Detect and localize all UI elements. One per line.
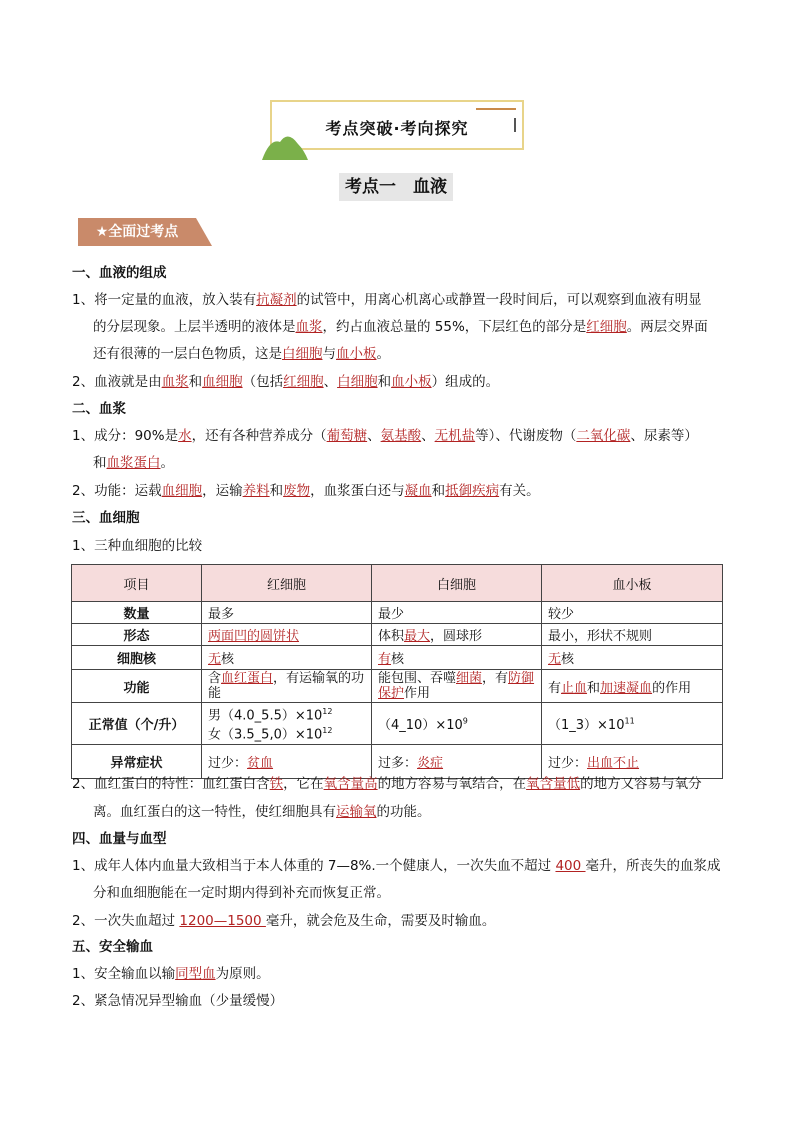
paragraph-line: 的分层现象。上层半透明的液体是血浆，约占血液总量的 55%，下层红色的部分是红细胞。两层交界面 [93,319,708,335]
hill-icon [262,128,308,160]
table-cell: 两面凹的圆饼状 [202,624,372,646]
paragraph-line: 分和血细胞能在一定时期内得到补充而恢复正常。 [93,885,390,901]
review-tag [78,218,212,246]
banner-title: 考点突破·考向探究 [325,119,469,138]
paragraph-line: 1、成年人体内血量大致相当于本人体重的 7—8%.一个健康人，一次失血不超过 400 毫升，所丧失的血浆成 [72,858,721,874]
heading-blood-composition: 一、血液的组成 [72,265,167,281]
section-title: 考点一 血液 [339,173,453,201]
table-header-row [72,565,723,602]
paragraph-line: 1、安全输血以输同型血为原则。 [72,966,270,982]
table-cell: 过少：出血不止 [542,744,723,778]
table-cell: 最多 [202,602,372,624]
table-cell: 无核 [202,646,372,670]
paragraph-line: 1、成分：90%是水，还有各种营养成分（葡萄糖、氨基酸、无机盐等）、代谢废物（二氧化碳、尿素等） [72,428,698,444]
table-cell: 过多：炎症 [372,744,542,778]
table-cell: 有止血和加速凝血的作用 [542,670,723,703]
paragraph-line: 2、血液就是由血浆和血细胞（包括红细胞、白细胞和血小板）组成的。 [72,374,500,390]
paragraph-line: 2、血红蛋白的特性：血红蛋白含铁，它在氧含量高的地方容易与氧结合，在氧含量低的地方又容易与氧分 [72,776,702,792]
table-cell: 最小，形状不规则 [542,624,723,646]
row-header: 功能 [72,670,202,703]
table-cell: 男$(4.0\_5.5)\times 10^{12}$ 女$(3.5\_5,0)\times 10^{12}$ [202,703,372,745]
heading-plasma: 二、血浆 [72,401,126,417]
paragraph-line: 2、功能：运载血细胞，运输养料和废物，血浆蛋白还与凝血和抵御疾病有关。 [72,483,540,499]
banner-decoration-line [476,108,516,110]
table-row [72,646,723,670]
paragraph-line: 离。血红蛋白的这一特性，使红细胞具有运输氧的功能。 [93,804,431,820]
heading-blood-cells: 三、血细胞 [72,510,140,526]
table-cell: $(4\_10)\times 10^9$ [372,703,542,745]
row-header: 正常值（个/升） [72,703,202,745]
table-cell: 含血红蛋白，有运输氧的功能 [202,670,372,703]
table-cell: 最少 [372,602,542,624]
table-cell: 无核 [542,646,723,670]
table-header: 项目 [72,565,202,602]
paragraph-line: 还有很薄的一层白色物质，这是白细胞与血小板。 [93,346,390,362]
table-cell: 有核 [372,646,542,670]
table-header: 血小板 [542,565,723,602]
table-header: 白细胞 [372,565,542,602]
row-header: 数量 [72,602,202,624]
blood-cell-comparison-table [71,564,723,779]
row-header: 形态 [72,624,202,646]
row-header: 细胞核 [72,646,202,670]
paragraph-line: 1、将一定量的血液，放入装有抗凝剂的试管中，用离心机离心或静置一段时间后，可以观察到血液有明显 [72,292,702,308]
paragraph-line: 和血浆蛋白。 [93,455,174,471]
table-cell: 体积最大，圆球形 [372,624,542,646]
paragraph-line: 2、紧急情况异型输血（少量缓慢） [72,993,284,1009]
section-banner [270,100,524,150]
table-row [72,624,723,646]
table-header: 红细胞 [202,565,372,602]
table-cell: 能包围、吞噬细菌，有防御保护作用 [372,670,542,703]
table-cell: $(1\_3)\times 10^{11}$ [542,703,723,745]
table-row [72,602,723,624]
table-intro: 1、三种血细胞的比较 [72,538,203,554]
table-cell: 较少 [542,602,723,624]
heading-safe-transfusion: 五、安全输血 [72,939,153,955]
table-row [72,703,723,745]
row-header: 异常症状 [72,744,202,778]
table-row [72,670,723,703]
table-cell: 过少：贫血 [202,744,372,778]
paragraph-line: 2、一次失血超过 1200—1500 毫升，就会危及生命，需要及时输血。 [72,913,496,929]
heading-blood-volume: 四、血量与血型 [72,831,167,847]
tag-label: ★全面过考点 [95,224,179,240]
